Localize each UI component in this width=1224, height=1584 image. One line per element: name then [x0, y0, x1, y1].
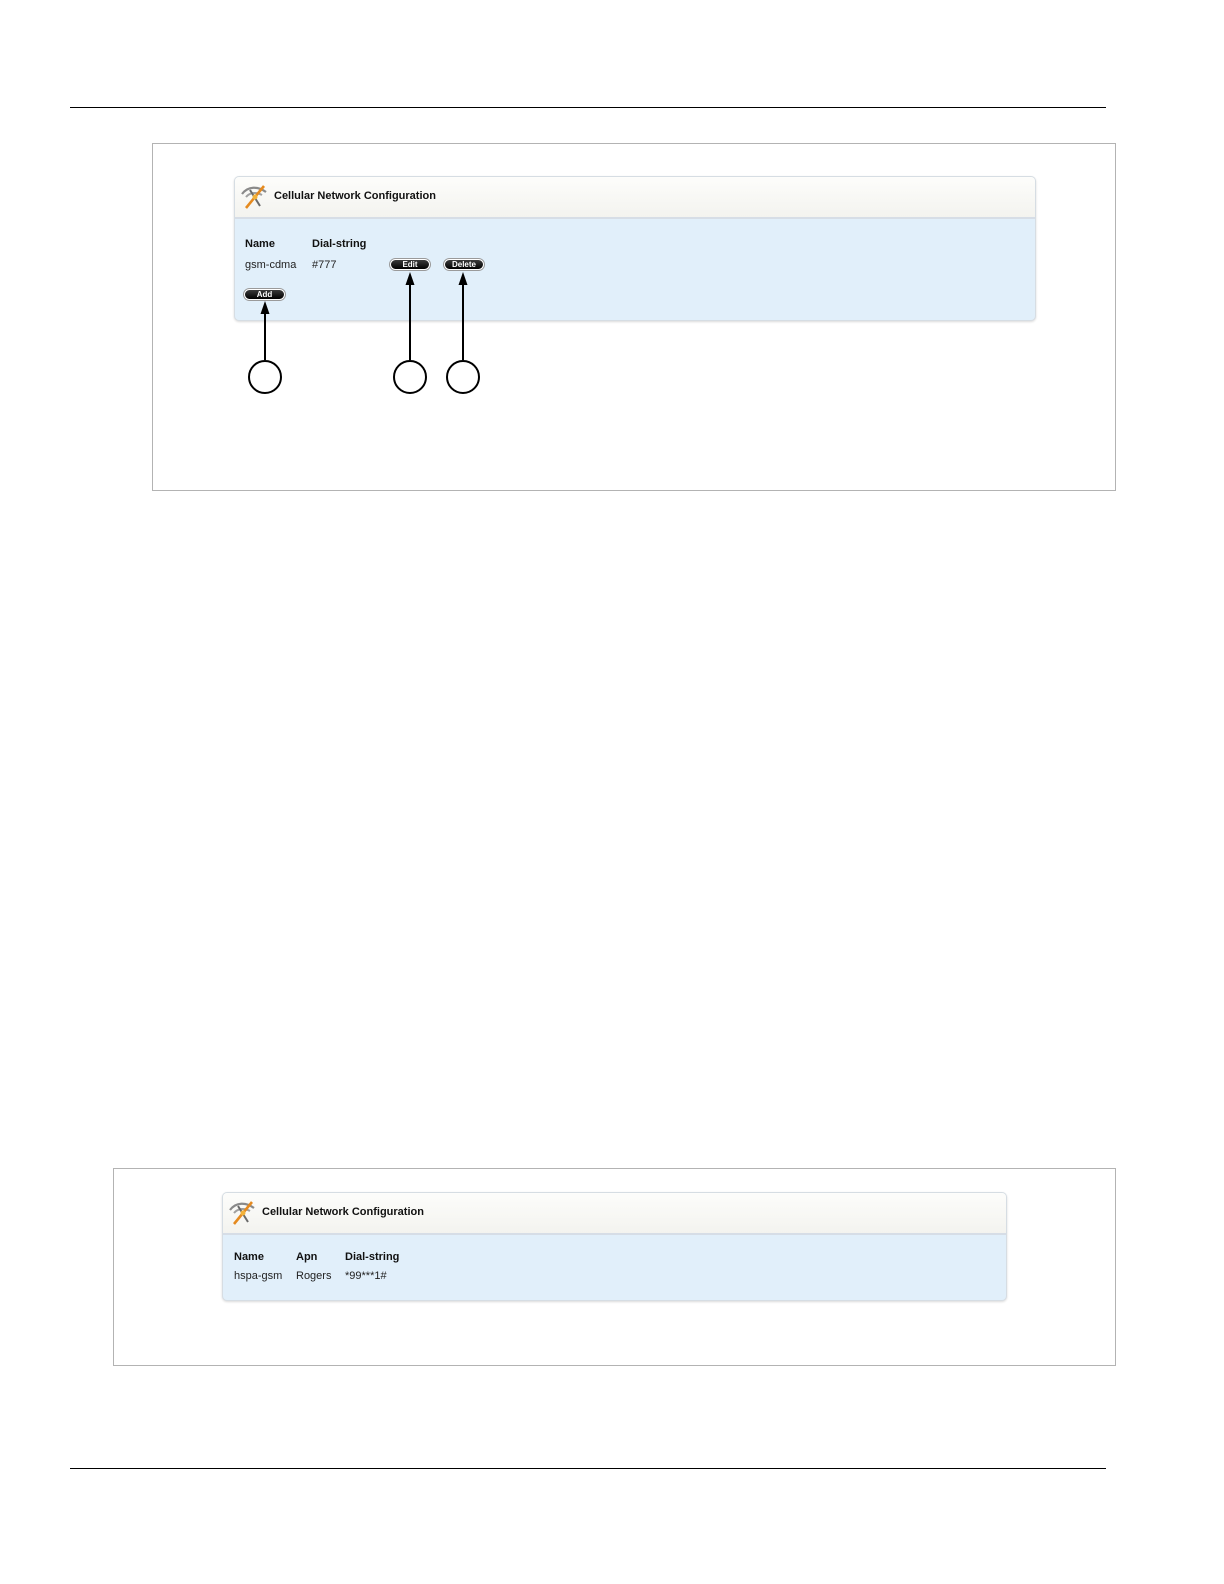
cellular-config-panel: [222, 1192, 1007, 1301]
footer-rule: [70, 1468, 1106, 1469]
panel-header: [223, 1193, 1006, 1235]
callout-arrows: [153, 144, 1117, 492]
column-header-name: Name: [234, 1251, 264, 1263]
figure-hspa-gsm: [113, 1168, 1116, 1366]
wireless-antenna-icon: [226, 1196, 258, 1228]
column-header-name: Name: [245, 238, 275, 250]
figure-gsm-cdma: [152, 143, 1116, 491]
callout-edit: [394, 272, 426, 393]
callout-add: [249, 301, 281, 393]
cell-dial-string: *99***1#: [345, 1270, 387, 1282]
callout-delete: [447, 272, 479, 393]
column-header-apn: Apn: [296, 1251, 318, 1263]
add-button[interactable]: Add: [244, 289, 285, 300]
edit-button[interactable]: Edit: [390, 259, 430, 270]
cell-name: gsm-cdma: [245, 259, 297, 271]
column-header-dial-string: Dial-string: [312, 238, 367, 250]
panel-title: Cellular Network Configuration: [274, 190, 436, 202]
delete-button[interactable]: Delete: [444, 259, 484, 270]
cell-apn: Rogers: [296, 1270, 332, 1282]
cell-dial-string: #777: [312, 259, 337, 271]
cell-name: hspa-gsm: [234, 1270, 283, 1282]
header-rule: [70, 107, 1106, 108]
panel-title: Cellular Network Configuration: [262, 1206, 424, 1218]
column-header-dial-string: Dial-string: [345, 1251, 400, 1263]
